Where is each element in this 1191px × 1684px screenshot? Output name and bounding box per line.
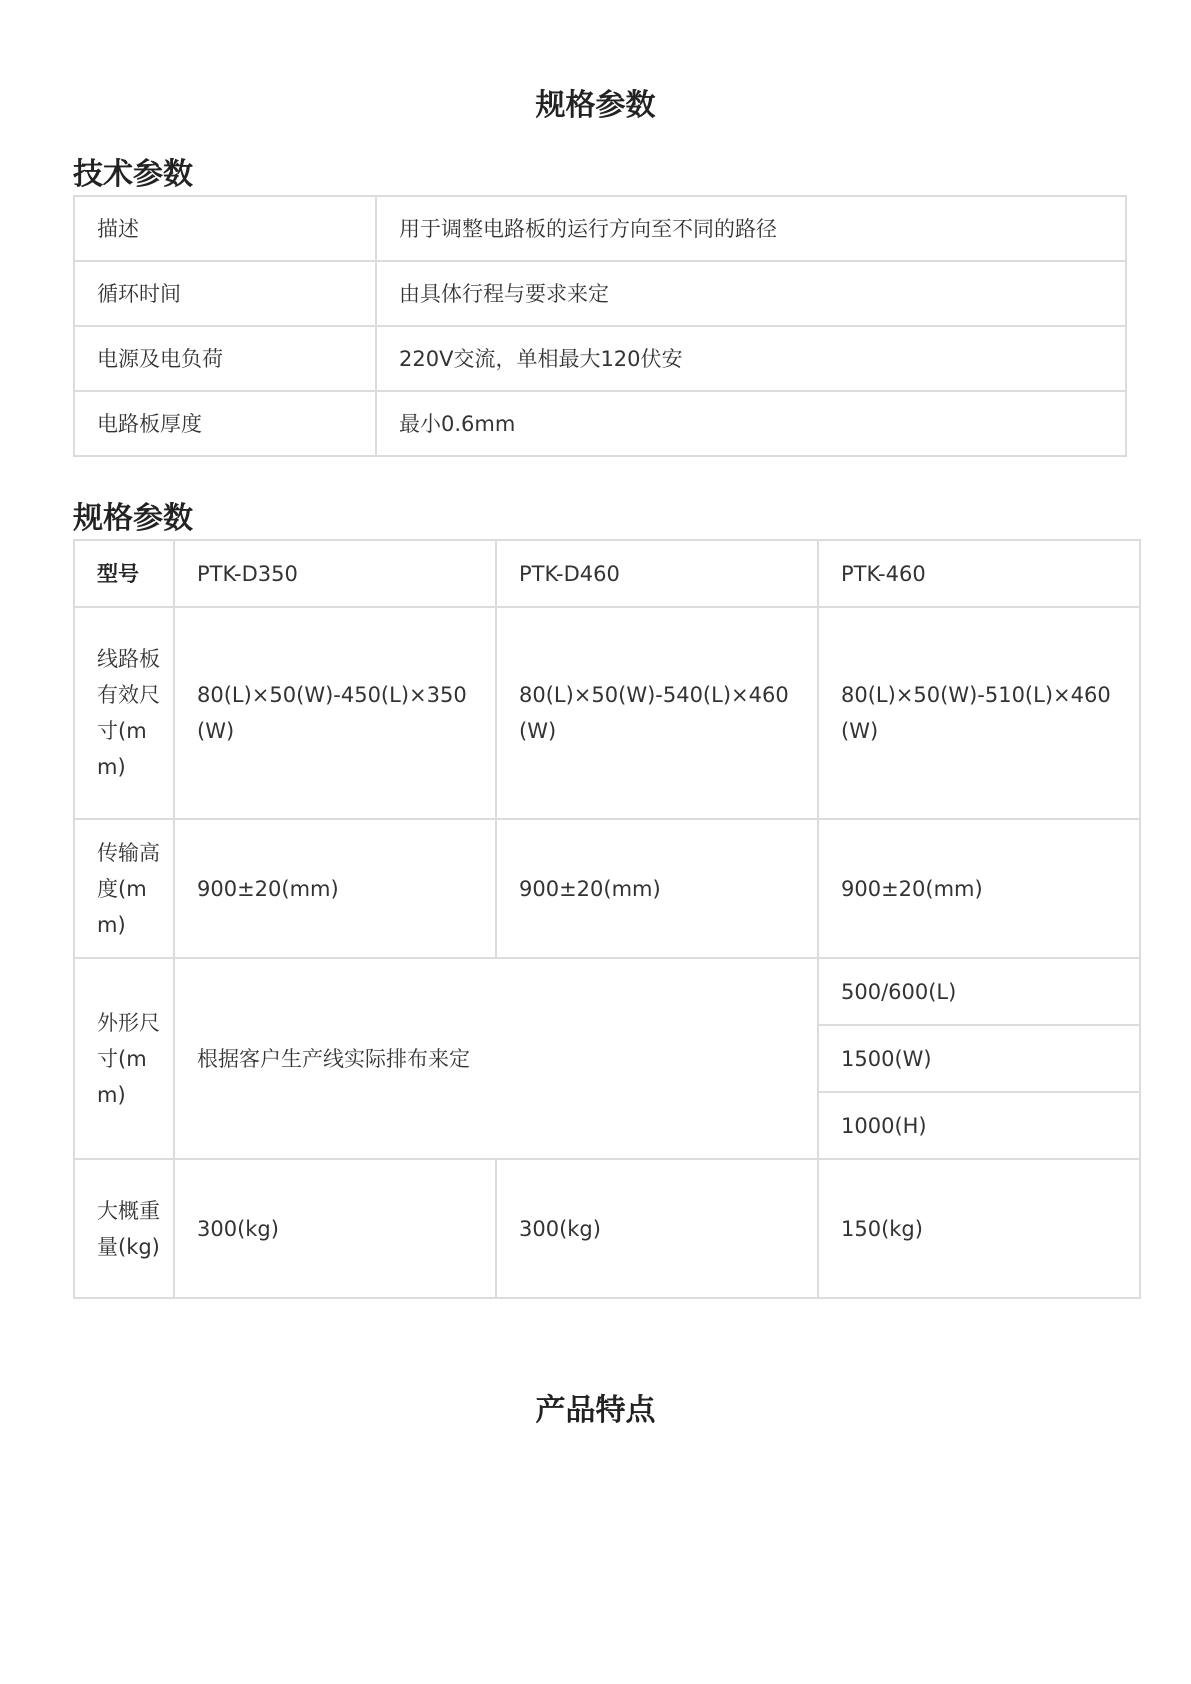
table-row	[74, 391, 1126, 456]
board-size-value: 80(L)×50(W)-450(L)×350(W)	[174, 607, 496, 819]
transfer-height-label: 传输高度(mm)	[74, 819, 174, 958]
tech-section-title: 技术参数	[73, 157, 193, 192]
model-name: PTK-460	[818, 540, 1140, 607]
tech-value-power: 220V交流，单相最大120伏安	[376, 326, 1126, 391]
page-title: 规格参数	[535, 88, 656, 123]
weight-value: 300(kg)	[174, 1159, 496, 1298]
spec-params-table	[73, 539, 1141, 1299]
weight-value: 300(kg)	[496, 1159, 818, 1298]
tech-label-power: 电源及电负荷	[74, 326, 376, 391]
table-row	[74, 1159, 1140, 1298]
tech-value-cycle-time: 由具体行程与要求来定	[376, 261, 1126, 326]
weight-label: 大概重量(kg)	[74, 1159, 174, 1298]
table-row	[74, 819, 1140, 958]
features-heading: 产品特点	[535, 1393, 656, 1428]
model-name: PTK-D460	[496, 540, 818, 607]
tech-label-description: 描述	[74, 196, 376, 261]
transfer-height-value: 900±20(mm)	[818, 819, 1140, 958]
transfer-height-value: 900±20(mm)	[496, 819, 818, 958]
dimensions-value: 500/600(L)	[818, 958, 1140, 1025]
tech-label-board-thickness: 电路板厚度	[74, 391, 376, 456]
dimensions-value: 1500(W)	[818, 1025, 1140, 1092]
model-name: PTK-D350	[174, 540, 496, 607]
dimensions-value: 1000(H)	[818, 1092, 1140, 1159]
tech-params-table	[73, 195, 1127, 457]
table-row	[74, 540, 1140, 607]
table-row	[74, 261, 1126, 326]
board-size-value: 80(L)×50(W)-540(L)×460(W)	[496, 607, 818, 819]
table-row	[74, 326, 1126, 391]
table-row	[74, 196, 1126, 261]
transfer-height-value: 900±20(mm)	[174, 819, 496, 958]
dimensions-merged-value: 根据客户生产线实际排布来定	[174, 958, 818, 1159]
board-size-label: 线路板有效尺寸(mm)	[74, 607, 174, 819]
table-row	[74, 607, 1140, 819]
tech-label-cycle-time: 循环时间	[74, 261, 376, 326]
model-label: 型号	[74, 540, 174, 607]
spec-section-title: 规格参数	[73, 501, 193, 536]
tech-value-board-thickness: 最小0.6mm	[376, 391, 1126, 456]
board-size-value: 80(L)×50(W)-510(L)×460(W)	[818, 607, 1140, 819]
table-row	[74, 958, 1140, 1025]
weight-value: 150(kg)	[818, 1159, 1140, 1298]
tech-value-description: 用于调整电路板的运行方向至不同的路径	[376, 196, 1126, 261]
dimensions-label: 外形尺寸(mm)	[74, 958, 174, 1159]
